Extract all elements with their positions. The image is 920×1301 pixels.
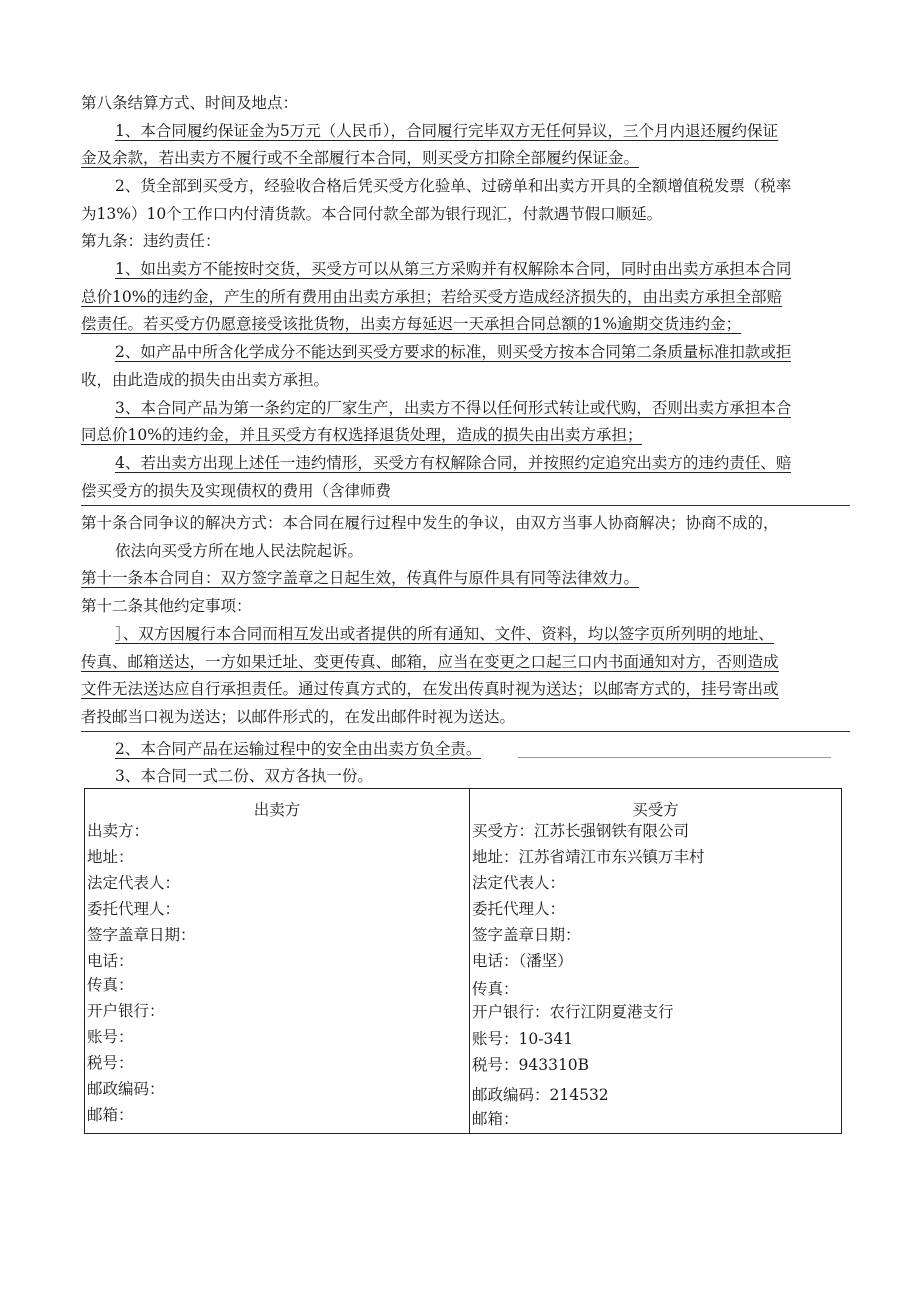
seller-row: 出卖方：: [87, 822, 150, 840]
seller-row: 委托代理人：: [87, 900, 181, 918]
buyer-row: 买受方：江苏长强钢铁有限公司: [472, 822, 690, 840]
seller-row: 法定代表人：: [87, 874, 181, 892]
seller-column: [85, 789, 470, 1133]
buyer-row: 邮箱：: [472, 1110, 519, 1128]
seller-row: 地址：: [87, 848, 134, 866]
article9-item1-line3: 偿责任。若买受方仍愿意接受该批货物，出卖方每延迟一天承担合同总额的1%逾期交货违约金；: [81, 315, 742, 333]
seller-row: 邮箱：: [87, 1106, 134, 1124]
article8-item1-line2: 金及余款，若出卖方不履行或不全部履行本合同，则买受方扣除全部履约保证金。: [81, 149, 640, 167]
seller-row: 传真：: [87, 976, 134, 994]
buyer-row: 电话：（潘坚）: [472, 952, 573, 970]
article9-item2-line2: 收，由此造成的损失由出卖方承担。: [81, 371, 330, 389]
buyer-row: 法定代表人：: [472, 874, 566, 892]
seller-row: 开户银行：: [87, 1002, 165, 1020]
seller-row: 电话：: [87, 952, 134, 970]
article12-item2: 2、本合同产品在运输过程中的安全由出卖方负全责。: [115, 740, 482, 758]
article9-title: 第九条：违约责任：: [81, 232, 221, 250]
section-divider: [81, 731, 850, 732]
article12-item1-line4: 者投邮当口视为送达；以邮件形式的，在发出邮件时视为送达。: [81, 708, 516, 726]
article12-item1-line3: 文件无法送达应自行承担责任。通过传真方式的，在发出传真时视为送达；以邮寄方式的，挂号寄出或: [81, 680, 779, 698]
article8-item2-line1: 2、货全部到买受方，经验收合格后凭买受方化验单、过磅单和出卖方开具的全额增值税发票（税率: [115, 177, 792, 195]
article12-item1-line2: 传真、邮箱送达，一方如果迁址、变更传真、邮箱，应当在变更之口起三口内书面通知对方，否则造成: [81, 653, 779, 671]
buyer-row: 邮政编码：214532: [472, 1086, 609, 1104]
article9-item1-line1: 1、如出卖方不能按时交货，买受方可以从第三方采购并有权解除本合同，同时由出卖方承担本合同: [115, 260, 792, 278]
blank-line: [518, 757, 831, 758]
article10-line2: 依法向买受方所在地人民法院起诉。: [115, 542, 364, 560]
buyer-row: 委托代理人：: [472, 900, 566, 918]
buyer-row: 账号：10-341: [472, 1030, 574, 1048]
article8-item2-line2: 为13%）10个工作口内付清货款。本合同付款全部为银行现汇，付款遇节假口顺延。: [81, 205, 663, 223]
article12-item3: 3、本合同一式二份、双方各执一份。: [115, 767, 373, 785]
article10-line1: 第十条合同争议的解决方式：本合同在履行过程中发生的争议，由双方当事人协商解决；协商不成的，: [81, 514, 779, 532]
buyer-column: [470, 789, 841, 1133]
article12-title: 第十二条其他约定事项：: [81, 597, 252, 615]
article9-item3-line1: 3、本合同产品为第一条约定的厂家生产，出卖方不得以任何形式转让或代购，否则出卖方承担本合: [115, 399, 792, 417]
article12-item1-line1: ］、双方因履行本合同而相互发出或者提供的所有通知、文件、资料，均以签字页所列明的地址、: [115, 625, 774, 643]
article9-item1-line2: 总价10%的违约金，产生的所有费用由出卖方承担；若给买受方造成经济损失的，由出卖方承担全部赔: [81, 288, 782, 306]
buyer-header: 买受方: [632, 801, 679, 819]
article9-item2-line1: 2、如产品中所含化学成分不能达到买受方要求的标准，则买受方按本合同第二条质量标准扣款或拒: [115, 343, 792, 361]
signature-table: [84, 788, 842, 1134]
seller-row: 签字盖章日期：: [87, 926, 196, 944]
article8-title: 第八条结算方式、时间及地点：: [81, 94, 299, 112]
section-divider: [81, 505, 850, 506]
article9-item4-line1: 4、若出卖方出现上述任一违约情形，买受方有权解除合同，并按照约定追究出卖方的违约责任、赔: [115, 454, 792, 472]
buyer-row: 签字盖章日期：: [472, 926, 581, 944]
buyer-row: 税号：943310B: [472, 1056, 590, 1074]
buyer-row: 传真：: [472, 980, 519, 998]
article9-item4-line2: 偿买受方的损失及实现债权的费用（含律师费: [81, 482, 392, 500]
buyer-row: 地址：江苏省靖江市东兴镇万丰村: [472, 848, 705, 866]
article11-line1: 第十一条本合同自：双方签字盖章之日起生效，传真件与原件具有同等法律效力。: [81, 569, 640, 587]
seller-header: 出卖方: [253, 801, 301, 819]
seller-row: 账号：: [87, 1028, 134, 1046]
article8-item1-line1: 1、本合同履约保证金为5万元（人民币），合同履行完毕双方无任何异议，三个月内退还履约保证: [115, 122, 778, 140]
seller-row: 邮政编码：: [87, 1080, 165, 1098]
buyer-row: 开户银行：农行江阴夏港支行: [472, 1003, 674, 1021]
article9-item3-line2: 同总价10%的违约金，并且买受方有权选择退货处理，造成的损失由出卖方承担；: [81, 426, 643, 444]
seller-row: 税号：: [87, 1054, 134, 1072]
